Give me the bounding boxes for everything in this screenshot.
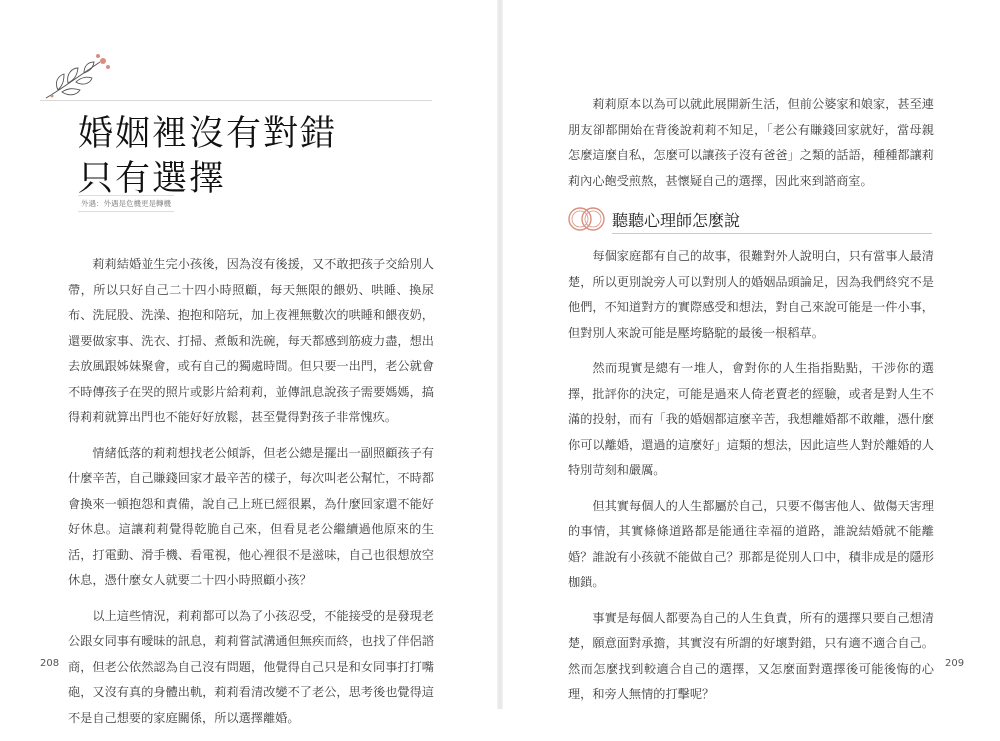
left-page [0, 0, 500, 725]
header-rule [40, 100, 432, 101]
paragraph: 然而現實是總有一堆人，會對你的人生指指點點，干涉你的選擇，批評你的決定，可能是過來人倚老賣老的經驗，或者是對人生不滿的投射，而有「我的婚姻都這麼辛苦，我想離婚都不敢離，憑什麼你可以離婚，還過的這麼好」這類的想法，因此這些人對於離婚的人特別苛刻和嚴厲。 [568, 361, 934, 477]
paragraph: 情緒低落的莉莉想找老公傾訴，但老公總是擺出一副照顧孩子有什麼辛苦，自己賺錢回家才最辛苦的樣子，每次叫老公幫忙，不時都會換來一頓抱怨和責備，說自己上班已經很累，為什麼回家還不能好好休息。這讓莉莉覺得乾脆自己來，但看見老公繼續過他原來的生活，打電動、滑手機、看電視，他心裡很不是滋味，自己也很想放空休息，憑什麼女人就要二十四小時照顧小孩？ [68, 445, 434, 587]
paragraph: 事實是每個人都要為自己的人生負責，所有的選擇只要自己想清楚，願意面對承擔，其實沒有所謂的好壞對錯，只有適不適合自己。然而怎麼找到較適合自己的選擇，又怎麼面對選擇後可能後悔的心理，和旁人無情的打擊呢？ [568, 610, 934, 701]
section-title: 聽聽心理師怎麼說 [612, 211, 741, 230]
left-body-text [68, 252, 434, 741]
section-heading [566, 204, 936, 236]
double-ring-icon [566, 204, 610, 234]
chapter-title-line: 只有選擇 [78, 159, 227, 199]
right-intro-text [568, 92, 934, 204]
section-underline [612, 233, 932, 234]
paragraph: 但其實每個人的人生都屬於自己，只要不傷害他人、做傷天害理的事情，其實條條道路都是能通往幸福的道路，誰說結婚就不能離婚？誰說有小孩就不能做自己？那都是從別人口中，積非成是的隱形枷鎖。 [568, 498, 934, 589]
page-number: 208 [40, 658, 60, 669]
paragraph: 每個家庭都有自己的故事，很難對外人說明白，只有當事人最清楚，所以更別說旁人可以對別人的婚姻品頭論足，因為我們終究不是他們，不知道對方的實際感受和想法，對自己來說可能是一件小事，但對別人來說可能是壓垮駱駝的最後一根稻草。 [568, 249, 934, 340]
chapter-title-line: 婚姻裡沒有對錯 [78, 114, 338, 154]
chapter-caption: 外遇：外遇是危機更是轉機 [78, 195, 174, 212]
book-gutter [497, 0, 503, 709]
paragraph: 以上這些情況，莉莉都可以為了小孩忍受，不能接受的是發現老公跟女同事有曖昧的訊息，莉莉嘗試溝通但無疾而終，也找了伴侶諮商，但老公依然認為自己沒有問題，他覺得自己只是和女同事打打嘴砲，又沒有真的身體出軌，莉莉看清改變不了老公，思考後也覺得這不是自己想要的家庭關係，所以選擇離婚。 [68, 608, 434, 725]
paragraph: 莉莉結婚並生完小孩後，因為沒有後援，又不敢把孩子交給別人帶，所以只好自己二十四小時照顧，每天無限的餵奶、哄睡、換尿布、洗屁股、洗澡、抱抱和陪玩，加上夜裡無數次的哄睡和餵夜奶，還要做家事、洗衣、打掃、煮飯和洗碗，每天都感到筋疲力盡，想出去放風跟姊妹聚會，或有自己的獨處時間。但只要一出門，老公就會不時傳孩子在哭的照片或影片給莉莉，並傳訊息說孩子需要媽媽，搞得莉莉就算出門也不能好好放鬆，甚至覺得對孩子非常愧疚。 [68, 257, 434, 424]
page-number: 209 [945, 658, 965, 669]
leaf-branch-ornament-icon [40, 52, 115, 104]
chapter-title [78, 112, 337, 202]
paragraph: 莉莉原本以為可以就此展開新生活，但前公婆家和娘家，甚至連朋友卻都開始在背後說莉莉不知足，「老公有賺錢回家就好，當母親怎麼這麼自私，怎麼可以讓孩子沒有爸爸」之類的話語，種種都讓莉莉內心飽受煎熬，甚懷疑自己的選擇，因此來到諮商室。 [568, 97, 934, 188]
right-body-text [568, 244, 934, 718]
